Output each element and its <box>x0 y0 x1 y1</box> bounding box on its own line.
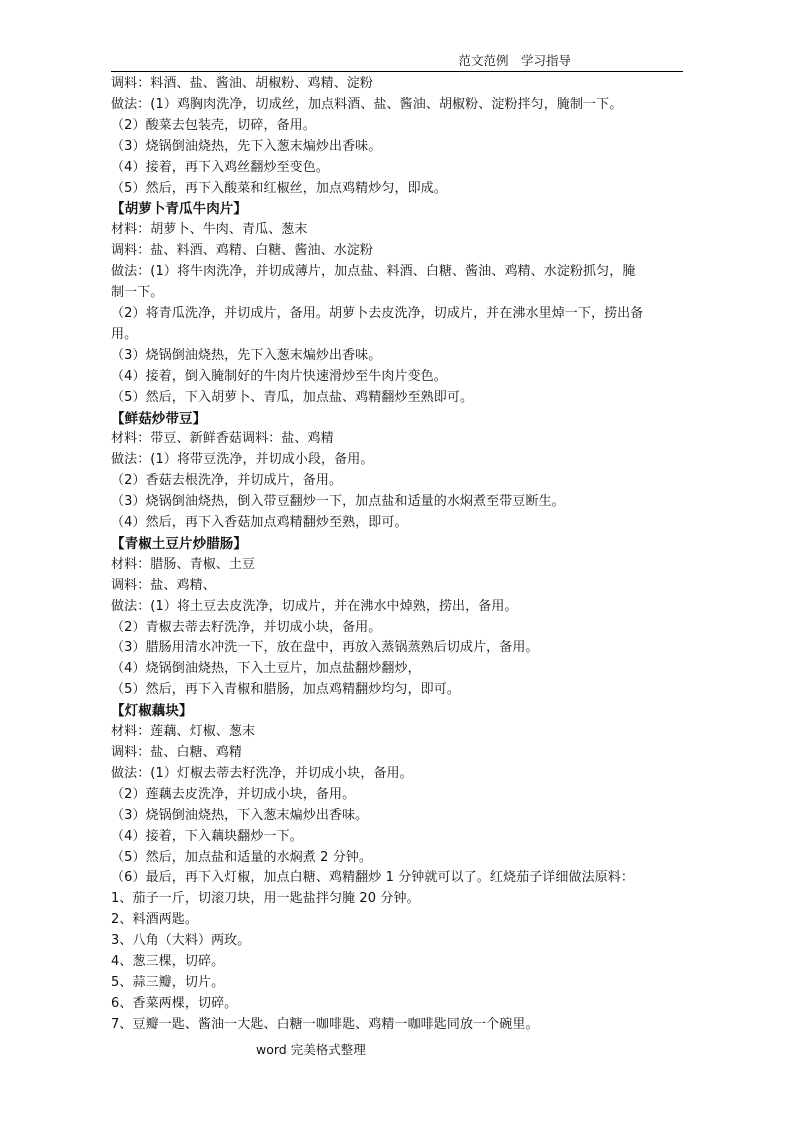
text-line: （4）接着，下入藕块翻炒一下。 <box>111 828 303 844</box>
text-line: （5）然后，加点盐和适量的水焖煮 2 分钟。 <box>111 849 373 865</box>
text-line: （2）将青瓜洗净，并切成片，备用。胡萝卜去皮洗净，切成片，并在沸水里焯一下，捞出备 <box>111 305 644 321</box>
text-line: （2）莲藕去皮洗净，并切成小块，备用。 <box>111 786 356 802</box>
text-line: （5）然后，再下入酸菜和红椒丝，加点鸡精炒匀，即成。 <box>111 180 447 196</box>
recipe-title: 【灯椒藕块】 <box>111 703 193 720</box>
text-line: （2）酸菜去包装壳，切碎，备用。 <box>111 117 316 133</box>
text-line: 调料：盐、白糖、鸡精 <box>111 745 243 760</box>
text-line: （5）然后，再下入青椒和腊肠，加点鸡精翻炒均匀，即可。 <box>111 682 460 698</box>
text-line: 材料：莲藕、灯椒、葱末 <box>111 724 256 740</box>
text-line: 4、葱三棵，切碎。 <box>111 954 225 970</box>
page-header <box>111 50 683 72</box>
text-line: 1、茄子一斤，切滚刀块，用一匙盐拌匀腌 20 分钟。 <box>111 891 420 907</box>
text-line: 3、八角（大料）两玫。 <box>111 933 251 949</box>
header-text: 范文范例 学习指导 <box>458 53 571 68</box>
recipe-title: 【青椒土豆片炒腊肠】 <box>111 535 247 552</box>
text-line: （3）烧锅倒油烧热，下入葱末煸炒出香味。 <box>111 807 369 823</box>
text-line: 调料：料酒、盐、酱油、胡椒粉、鸡精、淀粉 <box>111 76 374 91</box>
recipe-title: 【胡萝卜青瓜牛肉片】 <box>111 201 247 218</box>
text-line: （4）烧锅倒油烧热，下入土豆片，加点盐翻炒翻炒， <box>111 661 421 677</box>
text-line: （3）腊肠用清水冲洗一下，放在盘中，再放入蒸锅蒸熟后切成片，备用。 <box>111 640 539 656</box>
page-footer <box>256 1040 366 1060</box>
text-line: 2、料酒两匙。 <box>111 912 198 928</box>
recipe-title: 【鲜菇炒带豆】 <box>111 410 207 427</box>
text-line: 做法：(1）鸡胸肉洗净，切成丝，加点料酒、盐、酱油、胡椒粉、淀粉拌匀，腌制一下。 <box>111 96 623 112</box>
text-line: 材料：带豆、新鲜香菇调料：盐、鸡精 <box>111 431 334 447</box>
text-line: 材料：腊肠、青椒、土豆 <box>111 556 256 572</box>
text-line: 7、豆瓣一匙、酱油一大匙、白糖一咖啡匙、鸡精一咖啡匙同放一个碗里。 <box>111 1016 539 1032</box>
text-line: （4）然后，再下入香菇加点鸡精翻炒至熟，即可。 <box>111 515 408 531</box>
text-line: （6）最后，再下入灯椒，加点白糖、鸡精翻炒 1 分钟就可以了。红烧茄子详细做法原料： <box>111 870 635 886</box>
text-line: （2）青椒去蒂去籽洗净，并切成小块，备用。 <box>111 619 382 635</box>
footer-text: word 完美格式整理 <box>256 1042 366 1057</box>
text-line: （2）香菇去根洗净，并切成片，备用。 <box>111 473 343 489</box>
text-line: 制一下。 <box>111 285 164 301</box>
text-line: 材料：胡萝卜、牛肉、青瓜、葱末 <box>111 222 308 238</box>
text-line: 做法：(1）将土豆去皮洗净，切成片，并在沸水中焯熟，捞出，备用。 <box>111 598 518 614</box>
text-line: （3）烧锅倒油烧热，倒入带豆翻炒一下，加点盐和适量的水焖煮至带豆断生。 <box>111 494 565 510</box>
text-line: （4）接着，倒入腌制好的牛肉片快速滑炒至牛肉片变色。 <box>111 368 447 384</box>
text-line: 调料：盐、料酒、鸡精、白糖、酱油、水淀粉 <box>111 243 374 259</box>
text-line: 调料：盐、鸡精、 <box>111 577 216 593</box>
text-line: 6、香菜两棵，切碎。 <box>111 995 238 1011</box>
text-line: （4）接着，再下入鸡丝翻炒至变色。 <box>111 159 329 175</box>
document-body <box>111 74 686 1036</box>
text-line: （3）烧锅倒油烧热，先下入葱末煸炒出香味。 <box>111 347 382 363</box>
text-line: （3）烧锅倒油烧热，先下入葱末煸炒出香味。 <box>111 138 382 154</box>
text-line: 5、蒜三瓣，切片。 <box>111 974 225 990</box>
text-line: 做法：(1）将带豆洗净，并切成小段，备用。 <box>111 452 374 468</box>
text-line: 做法：(1）将牛肉洗净，并切成薄片，加点盐、料酒、白糖、酱油、鸡精、水淀粉抓匀，腌 <box>111 264 636 280</box>
text-line: 做法：(1）灯椒去蒂去籽洗净，并切成小块，备用。 <box>111 765 413 781</box>
text-line: 用。 <box>111 326 138 342</box>
text-line: （5）然后，下入胡萝卜、青瓜，加点盐、鸡精翻炒至熟即可。 <box>111 389 474 405</box>
